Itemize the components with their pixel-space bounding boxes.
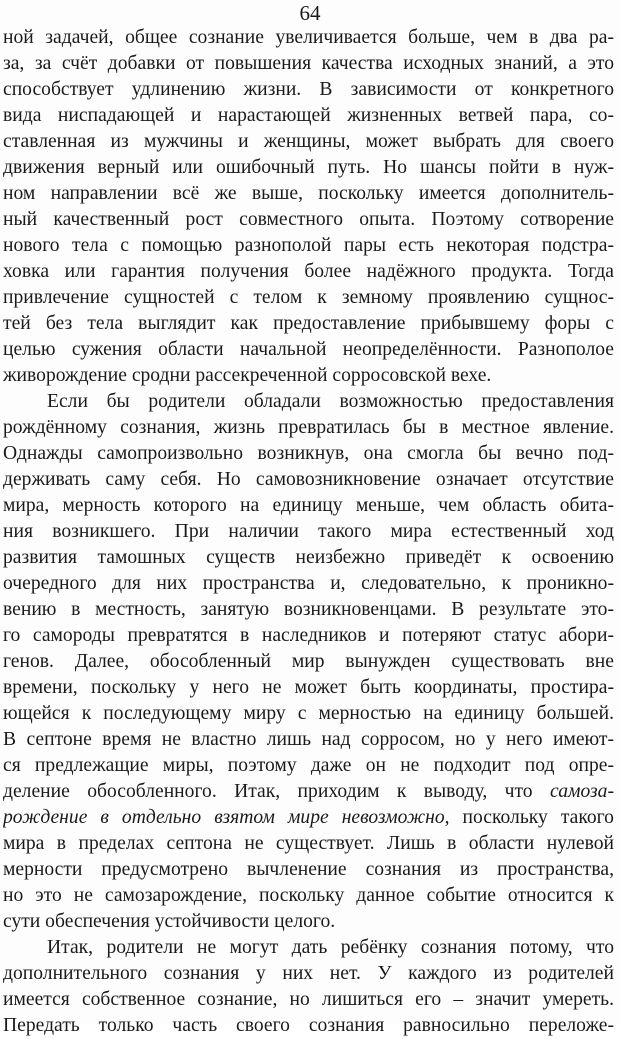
text-line: ставленная из мужчины и женщины, может выбрать для своего: [3, 131, 614, 152]
text-line: имеется собственное сознание, но лишиться его – значит умереть.: [3, 989, 614, 1010]
text-line: но это не самозарождение, поскольку данное событие относится к: [3, 885, 614, 906]
text-line: тей без тела выглядит как предоставление прибывшему форы с: [3, 313, 614, 334]
text-segment: , поскольку такого: [444, 807, 614, 828]
text-line: времени, поскольку у него не может быть координаты, простира-: [3, 677, 614, 698]
text-line: ный качественный рост совместного опыта. Поэтому сотворение: [3, 209, 614, 230]
text-line: рождённому сознания, жизнь превратилась бы в местное явление.: [3, 417, 614, 438]
text-line: ния возникшего. При наличии такого мира естественный ход: [3, 521, 614, 542]
text-line: ся предлежащие миры, поэтому даже он не подходит под опре-: [3, 755, 614, 776]
paragraph-start: Если бы родители обладали возможностью предоставления: [47, 391, 614, 412]
text-line: дополнительного сознания у них нет. У каждого из родителей: [3, 963, 614, 984]
body-text: [3, 25, 614, 1039]
text-line: держивать саму себя. Но самовозникновение означает отсутствие: [3, 469, 614, 490]
text-line: ющейся к последующему миру с мерностью на единицу большей.: [3, 703, 614, 724]
text-line: мира, мерность которого на единицу меньше, чем область обита-: [3, 495, 614, 516]
text-line: вению в местность, занятую возникновенцами. В результате это-: [3, 599, 614, 620]
text-line: мира в пределах септона не существует. Лишь в области нулевой: [3, 833, 614, 854]
italic-phrase: рождение в отдельно взятом мире невозможно: [3, 807, 445, 828]
text-line: вида ниспадающей и нарастающей жизненных ветвей пара, со-: [3, 105, 614, 126]
text-line: очередного для них пространства и, следовательно, к проникно-: [3, 573, 614, 594]
paragraph-start: Итак, родители не могут дать ребёнку сознания потому, что: [47, 937, 614, 958]
text-line: живорождение сродни рассекреченной сорросовской вехе.: [3, 365, 492, 386]
text-line: развития тамошных существ неизбежно приведёт к освоению: [3, 547, 614, 568]
text-line: Однажды самопроизвольно возникнув, она смогла бы вечно под-: [3, 443, 614, 464]
text-line: за, за счёт добавки от повышения качества исходных знаний, а это: [3, 53, 614, 74]
italic-phrase: самоза-: [550, 781, 614, 802]
text-line: Передать только часть своего сознания равносильно переложе-: [3, 1015, 614, 1036]
text-line: движения верный или ошибочный путь. Но шансы пойти в нуж-: [3, 157, 614, 178]
text-line: В септоне время не властно лишь над сорросом, но у него имеют-: [3, 729, 614, 750]
text-line: ном направлении всё же выше, поскольку имеется дополнитель-: [3, 183, 614, 204]
text-line-with-italic: [3, 805, 614, 831]
text-line: го самороды превратятся в наследников и потеряют статус абори-: [3, 625, 614, 646]
text-line: привлечение сущностей с телом к земному проявлению сущнос-: [3, 287, 614, 308]
text-line: способствует удлинению жизни. В зависимости от конкретного: [3, 79, 614, 100]
text-line: сути обеспечения устойчивости целого.: [3, 911, 336, 932]
text-line: нового тела с помощью разнополой пары есть некоторая подстра-: [3, 235, 614, 256]
text-line: мерности предусмотрено вычленение сознания из пространства,: [3, 859, 614, 880]
text-line: ховка или гарантия получения более надёжного продукта. Тогда: [3, 261, 614, 282]
text-line-with-italic: [3, 779, 614, 805]
page-number: 64: [299, 1, 321, 25]
text-segment: деление обособленного. Итак, приходим к выводу, что: [3, 781, 533, 802]
text-line: ной задачей, общее сознание увеличивается больше, чем в два ра-: [3, 27, 614, 48]
text-line: целью сужения области начальной неопределённости. Разнополое: [3, 339, 614, 360]
text-line: генов. Далее, обособленный мир вынужден существовать вне: [3, 651, 614, 672]
